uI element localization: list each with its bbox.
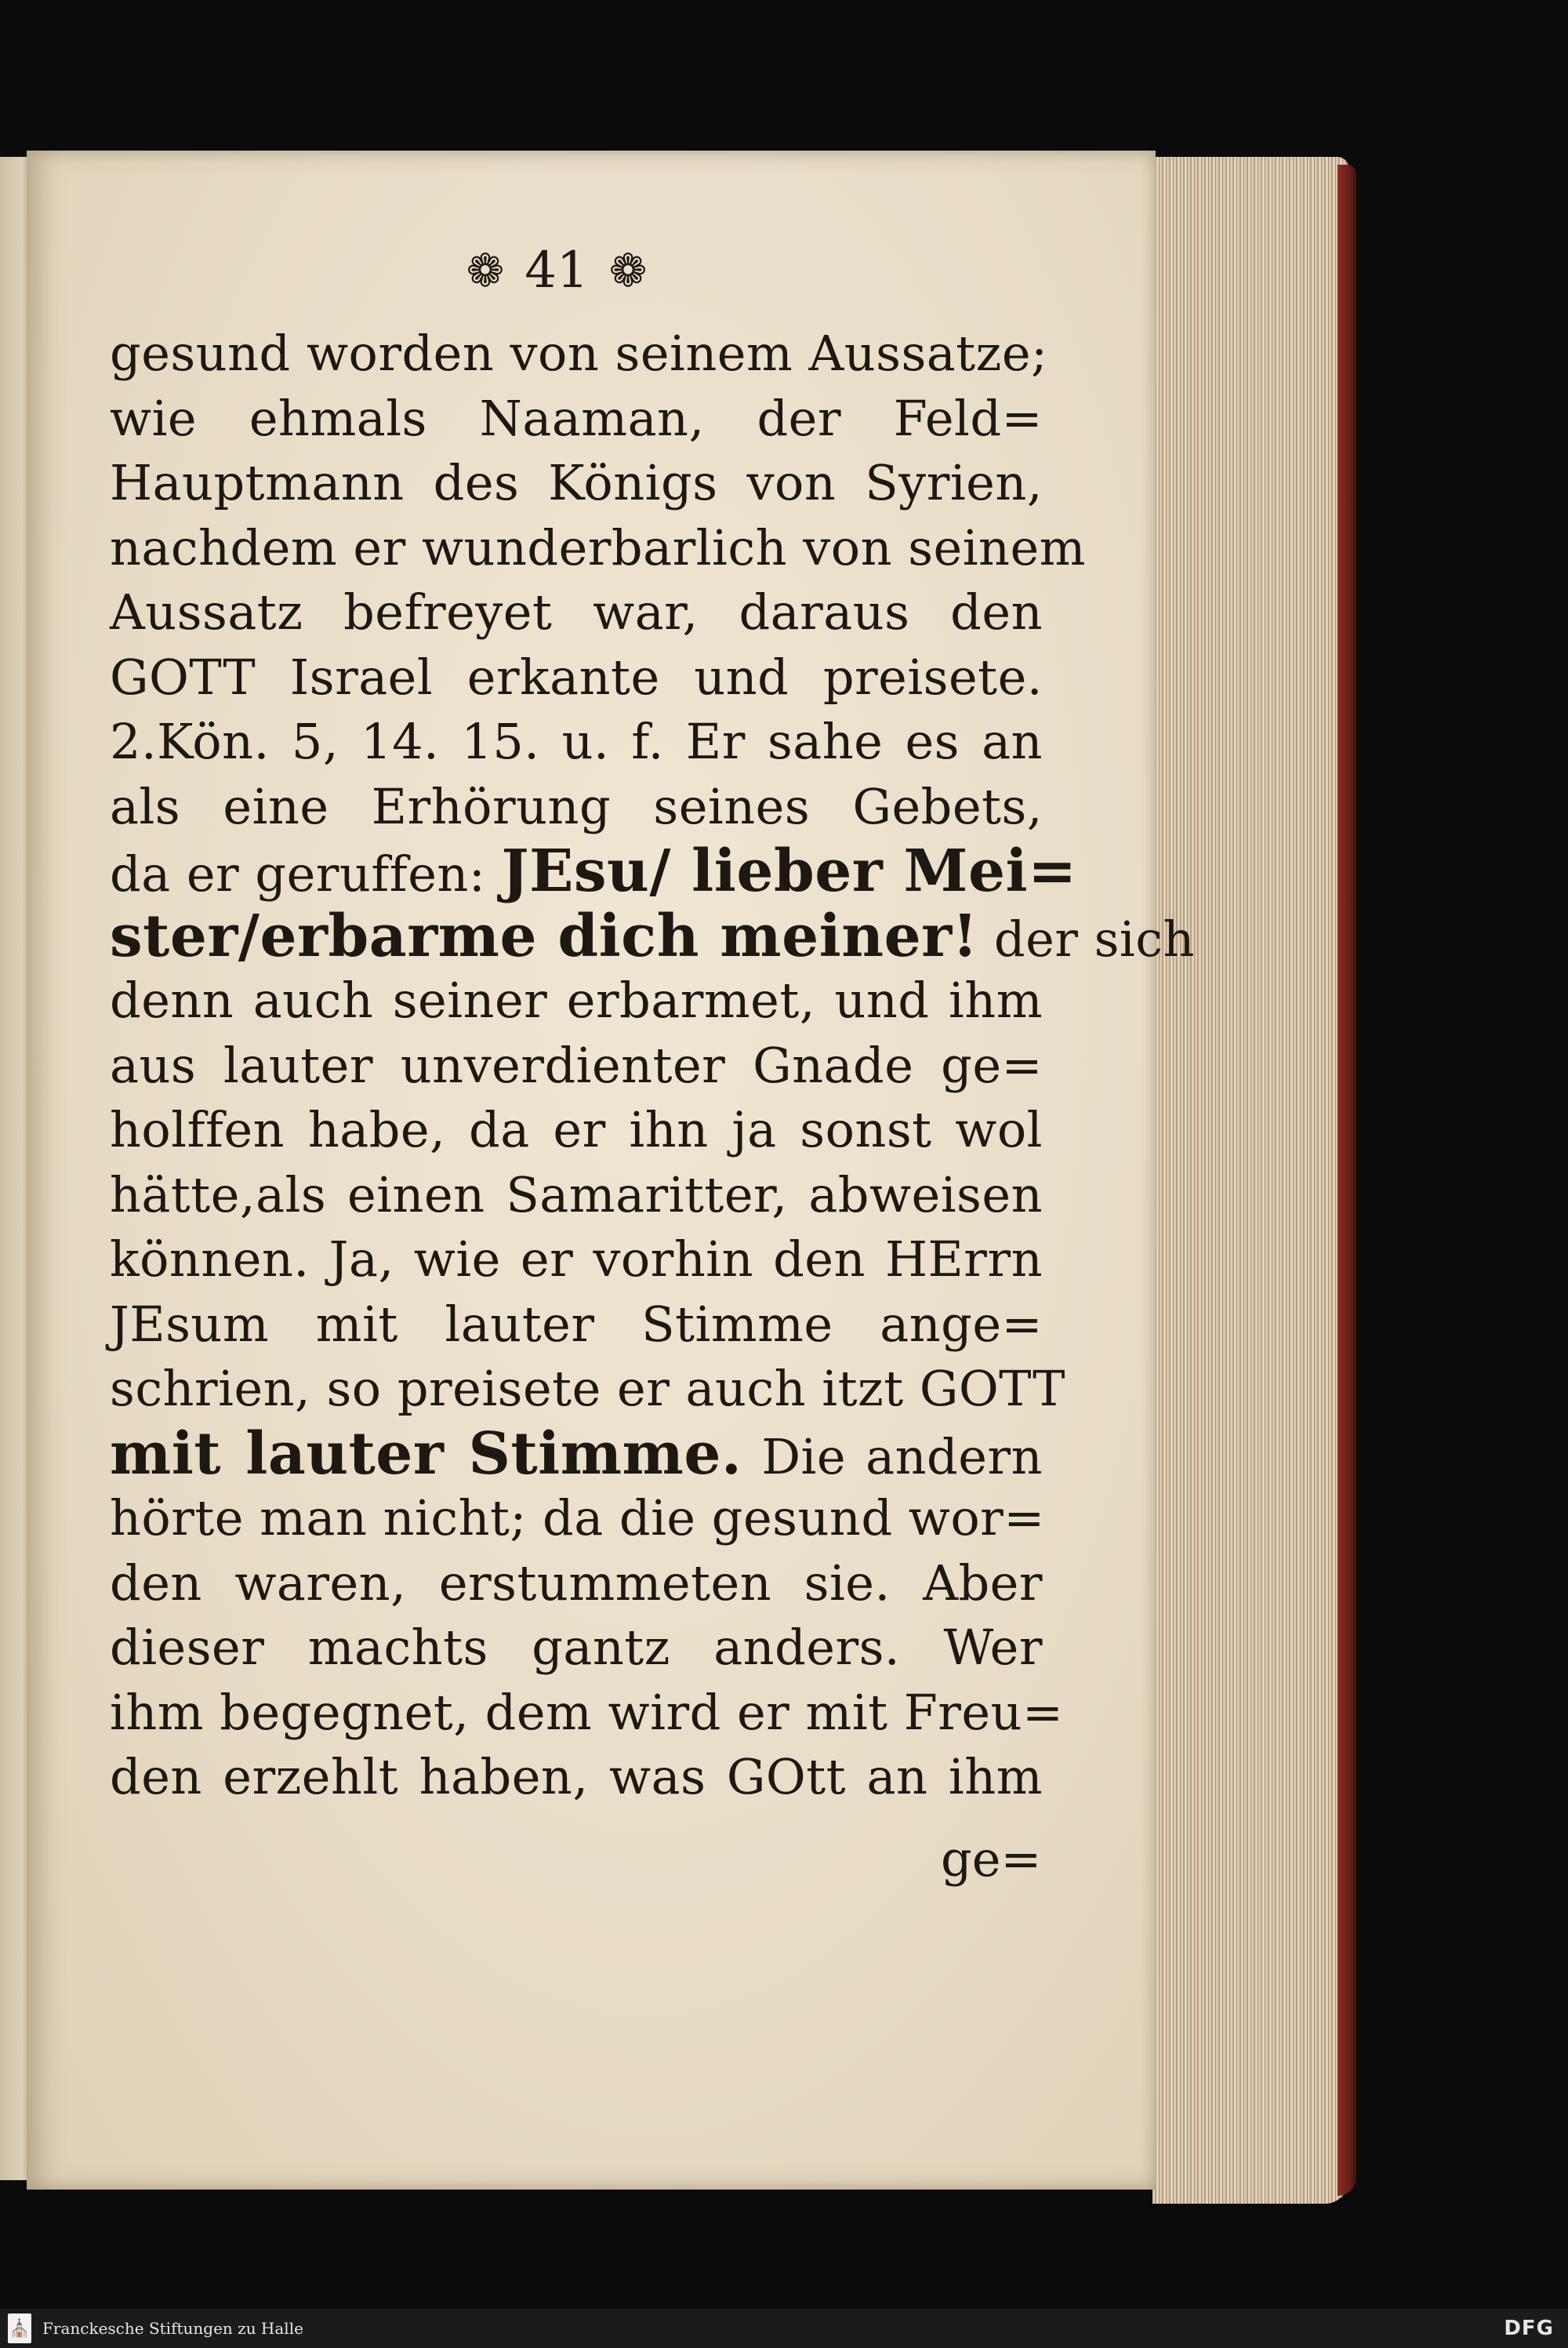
text-line: können. Ja, wie er vorhin den HErrn bbox=[110, 1230, 1043, 1288]
footer-institution: Franckesche Stiftungen zu Halle bbox=[42, 2319, 303, 2338]
text-line: hörte man nicht; da die gesund wor= bbox=[110, 1489, 1045, 1547]
text-line: ihm begegnet, dem wird er mit Freu= bbox=[110, 1683, 1064, 1741]
text-line: 2.Kön. 5, 14. 15. u. f. Er sahe es an bbox=[110, 713, 1043, 770]
text-line: hätte,als einen Samaritter, abweisen bbox=[110, 1165, 1043, 1223]
text-line: wie ehmals Naaman, der Feld= bbox=[110, 389, 1043, 447]
text-line: den erzehlt haben, was GOtt an ihm bbox=[110, 1748, 1043, 1805]
ornament-right-icon: ❁ bbox=[608, 244, 648, 297]
text-segment: der sich bbox=[993, 910, 1195, 968]
text-line: JEsum mit lauter Stimme ange= bbox=[110, 1295, 1043, 1353]
emphasis-text: JEsu/ lieber Mei= bbox=[501, 838, 1077, 905]
text-line: GOTT Israel erkante und preisete. bbox=[110, 648, 1043, 706]
text-line-emphasis bbox=[110, 902, 1195, 970]
page-number: 41 bbox=[524, 242, 589, 300]
text-line: denn auch seiner erbarmet, und ihm bbox=[110, 972, 1043, 1029]
text-line: als eine Erhörung seines Gebets, bbox=[110, 777, 1043, 835]
text-line: dieser machts gantz anders. Wer bbox=[110, 1619, 1043, 1676]
text-line: holffen habe, da er ihn ja sonst wol bbox=[110, 1101, 1043, 1158]
text-block bbox=[110, 322, 1195, 1810]
text-line: aus lauter unverdienter Gnade ge= bbox=[110, 1036, 1043, 1094]
emphasis-text: ster/erbarme dich meiner! bbox=[110, 902, 978, 970]
text-line: gesund worden von seinem Aussatze; bbox=[110, 325, 1048, 382]
emphasis-text: mit lauter Stimme. bbox=[110, 1419, 742, 1488]
viewer-footer bbox=[0, 2309, 1568, 2348]
dfg-logo: DFG bbox=[1504, 2317, 1554, 2340]
text-line: nachdem er wunderbarlich von seinem bbox=[110, 518, 1086, 576]
text-line: schrien, so preisete er auch itzt GOTT bbox=[110, 1360, 1066, 1417]
page-block-edges bbox=[1152, 157, 1348, 2204]
text-line: Hauptmann des Königs von Syrien, bbox=[110, 454, 1043, 511]
catchword: ge= bbox=[941, 1830, 1042, 1888]
footer-left bbox=[8, 2313, 303, 2343]
text-segment: Die andern bbox=[761, 1427, 1043, 1485]
page-header bbox=[423, 235, 690, 306]
text-line: Aussatz befreyet war, daraus den bbox=[110, 583, 1043, 641]
text-line: den waren, erstummeten sie. Aber bbox=[110, 1554, 1043, 1612]
text-line-emphasis bbox=[110, 838, 1077, 905]
text-segment: da er geruffen: bbox=[110, 845, 486, 903]
francke-logo-icon: ⛪ bbox=[8, 2313, 31, 2343]
ornament-left-icon: ❁ bbox=[466, 244, 505, 297]
text-line-emphasis bbox=[110, 1419, 1043, 1488]
